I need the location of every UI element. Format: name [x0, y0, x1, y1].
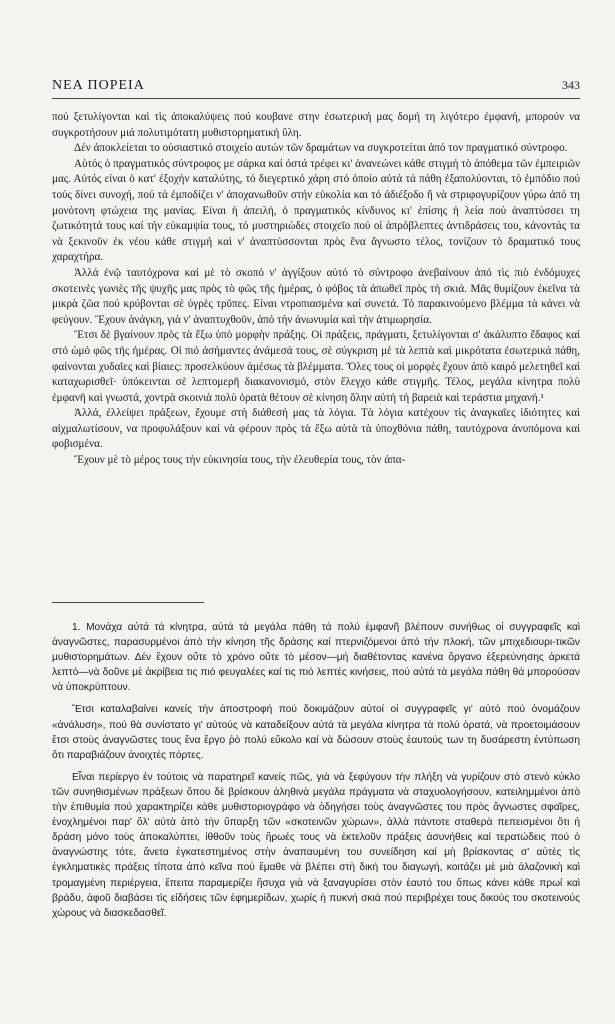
- paragraph: Ἔχουν μὲ τὸ μέρος τους τὴν εὐκινησία τους, τὴν ἐλευθερία τους, τὸν ἀπα-: [74, 454, 406, 467]
- paragraph: Ἔτσι δὲ βγαίνουν πρὸς τὰ ἔξω ὑπὸ μορφὴν πράξης. Οἱ πράξεις, πράγματι, ξετυλίγονται σ' ἀκάλυπτο ἔδαφος καί στό ὠμό φῶς τῆς ἡμέρας. Οἱ πιό ἀσήμαντες ἀνάμεσά τους, σὲ σύγκριση μὲ τὰ λεπτὰ καὶ μικρότατα ἐσωτερικά πάθη, φαίνονται χυδαῖες καὶ βίαιες: προσελκύουν ἀμέσως τὰ βλέμματα. Ὅλες τους οἱ μορφὲς ἔχουν ἀπὸ καιρό μελετηθεῖ καὶ καταχωρισθεῖ· ὑπόκεινται σὲ λεπτομερῆ διακανονισμό, στὸν ἔλεγχο κάθε στιγμῆς. Τέλος, μεγάλα κίνητρα πολὺ ἐμφανῆ καὶ γνωστά, χοντρὰ σκοινιὰ πολὺ ὁρατὰ θέτουν σὲ κίνηση ὅλην αὐτὴ τὴ βαρειὰ καὶ τεράστια μηχανή.¹: [52, 329, 580, 404]
- paragraph: Ἀλλά, ἐλλείψει πράξεων, ἔχουμε στὴ διάθεσή μας τὰ λόγια. Τὰ λόγια κατέχουν τὶς ἀναγκαῖες ἰδιότητες καὶ αἰχμαλωτίσουν, να προφυλάξουν καί νὰ φέρουν πρὸς τὰ ἔξω αὐτὰ τὰ ὑποχθόνια πάθη, ταυτόχρονα ἀνυπόμονα καί φοβισμένα.: [52, 407, 580, 451]
- paragraph: Ἀλλά ἐνῷ ταυτόχρονα καί μὲ τὸ σκοπό ν' ἀγγίξουν αὐτό τὸ σύντροφο ἀνεβαίνουν ἀπό τὶς πιὸ ἐνδόμυχες σκοτεινὲς γωνιὲς τῆς ψυχῆς μας πρὸς τὸ φῶς τῆς ἡμέρας, ὁ φόβος τὰ ἀπωθεῖ πρὸς τὴ σκιά. Μᾶς θυμίζουν ἐκεῖνα τὰ μικρὰ ζῶα πού κρύβονται σὲ ὑγρὲς τρῦπες. Είναι ντροπιασμένα καί συνετά. Τό παρακινούμενο βλέμμα τὰ κάνει νὰ φεύγουν. Ἔχουν ἀνάγκη, γιὰ ν' ἀναπτυχθοῦν, ἀπό τὴν ἀνωνυμία καὶ τὴν ἀτιμωρησία.: [52, 266, 580, 326]
- footnote-paragraph: Ἔτσι καταλαβαίνει κανείς τὴν ἀποστροφή πού δοκιμάζουν αὐτοί οἱ συγγραφεῖς γι' αὐτό πού ὀνομάζουν «ἀνάλυση», πού θὰ συνίστατο γι' αὐτούς νὰ καταδείξουν αὐτά τὰ μεγάλα κίνητρα τὰ πολύ ὁρατά, νὰ προετοιμάσουν ἔτσι στοὺς ἀναγνῶστες τους ἕνα ἔργο ῥὸ πολύ εὔκολο καί νὰ δώσουν στοὺς ἑαυτούς των τη δυσάρεστη ἐντύπωση ὅτι παραβιάζουν ἀνοιχτές πόρτες.: [52, 704, 580, 761]
- paragraph: Δέν ἀποκλείεται το οὐσιαστικό στοιχείο αυτών τῶν δραμάτων να συγκροτείται ἀπό τον πραγματικό σύντροφο.: [74, 142, 568, 155]
- footnote-paragraph: 1. Μονάχα αὐτά τά κίνητρα, αὐτά τά μεγάλα πάθη τά πολύ ἐμφανῆ βλέπουν συνήθως οἱ συγγραφεῖς καὶ ἀναγνῶστες, παρασυρμένοι ἀπὸ τὴν κίνηση τῆς δράσης καί πτερνιζόμενοι ἀπό τήν πλοκή, τῶν μπιχεδιουρι-τικῶν μυθιστορημάτων. Δέν ἔχουν οὔτε τὸ χρόνο οὔτε τὸ μέσον—μή διαθέτοντας κανένα ὄργανο ἐξερεύνησης ἀρκετά λεπτό—νὰ δοῦνε μὲ ἀκρίβεια τις πιό φευγαλέες καί τις πιό λεπτές κινήσεις, πού αὐτά τὰ μεγάλα πάθη θά μπορούσαν νὰ ὑποκρύπτουν.: [52, 622, 580, 694]
- main-text: [52, 110, 580, 469]
- footnote-paragraph: Εἶναι περίεργο ἐν τούτοις νὰ παρατηρεῖ κανείς πῶς, γιὰ νὰ ξεφύγουν τὴν πλήξη νὰ γυρίζουν στὸ στενὸ κύκλο τῶν συνηθισμένων πράξεων ὅπου δὲ βρίσκουν ἀληθινὰ μεγάλα πράγματα νὰ σταχυολογήσουν, κατειλημμένοι ἀπὸ τὴν ἐπιθυμία πού χαρακτηρίζει κάθε μυθιστοριογράφο νὰ ὁδηγήσει τοὺς ἀναγνῶστες του πρὸς ἄγνωστες σφαῖρες, ἐνοχλημένοι παρ' ὅλ' αὐτὰ ἀπὸ τὴν ὕπαρξη τῶν «σκοτεινῶν χώρων», ἀλλὰ πάντοτε σταθερὰ πεπεισμένοι ὅτι ἡ δράση μόνο τοὺς ἀποκαλύπτει, ἰθθοῦν τοὺς ἥρωές τους νὰ ἐκτελοῦν πράξεις ἀσυνήθεις καί τερατώδεις πού ὁ ἀναγνώστης τότε, ἄνετα ἐγκατεστημένος στὴν ἀναπαυμένη του συνείδηση καί μὴ βρίσκοντας σ' αὐτὲς τὶς ἐγκληματικὲς πράξεις τίποτα ἀπὸ κεῖνα πού ἔμαθε νὰ βλέπει στὴ δική του διαγωγή, κοιτάζει μὲ μιὰ ἀλαζονικὴ καὶ τρομαγμένη περιέργεια, ἔπειτα παραμερίζει ἥσυχα γιὰ νὰ ξαναγυρίσει στὸν ἑαυτό του ὅπως κάνει κάθε πρωί καὶ βράδυ, ἀφοῦ διαβάσει τὶς εἰδήσεις τῶν ἐφημερίδων, χωρίς ἡ πυκνή σκιά πού περιβρέχει τους δικούς του σκοτεινούς χώρους νὰ διασκεδασθεῖ.: [52, 771, 580, 919]
- header-rule: [52, 98, 580, 99]
- paragraph: Αὐτός ὁ πραγματικός σύντροφος με σάρκα καί ὀστά τρέφει κι' ἀνανεώνει κάθε στιγμή τὸ ἀπόθεμα τῶν ἐμπειριῶν μας. Αὐτός είναι ὁ κατ' ἐξοχήν καταλύτης, τό διεγερτικό χάρη στό ὁποίο αὐτά τά πάθη ἐξαπολύονται, τό ἐμπόδιο πού τούς δίνει συνοχή, πού τά ἐμποδίζει ν' ἀποχανωθοῦν στήν εὐκολία και τό ἀδιέξοδο ἤ νὰ στριφογυρίζουν γύρω ἀπό τη μονότονη φτώχεια της μανίας. Είναι ἡ ἀπειλή, ὁ πραγματικός κίνδυνος κι' ἐπίσης ἡ λεία πού ἀναπτύσσει τη ζωτικότητά τους καί τήν εὐκαμψία τους, τό μυστηριώδες στοιχεῖο πού οἱ ἀπρόβλεπτες ἀντιδράσεις του, κάνοντάς τα νὰ ξεκινοῦν ἐκ νέου κάθε στιγμή καὶ ν' ἀναπτύσσονται πρὸς ἕνα ἄγνωστο τέλος, τονίζουν τὸ δραματικό τους χαραχτήρα.: [52, 157, 580, 264]
- footnote-separator: [52, 602, 204, 603]
- journal-title: ΝΕΑ ΠΟΡΕΙΑ: [52, 78, 145, 93]
- paragraph: πού ξετυλίγονται καὶ τὶς ἀποκαλύψεις πού κουβανε στην ἐσωτερική μας δομή τη λιγότερο ἐμφανή, μπορούν να συγκροτήσουν μιά πολυτιμότατη μυθιστορηματική ὕλη.: [52, 111, 580, 139]
- running-head: [52, 78, 580, 94]
- page-number: 343: [562, 78, 580, 92]
- footnotes: [52, 620, 580, 928]
